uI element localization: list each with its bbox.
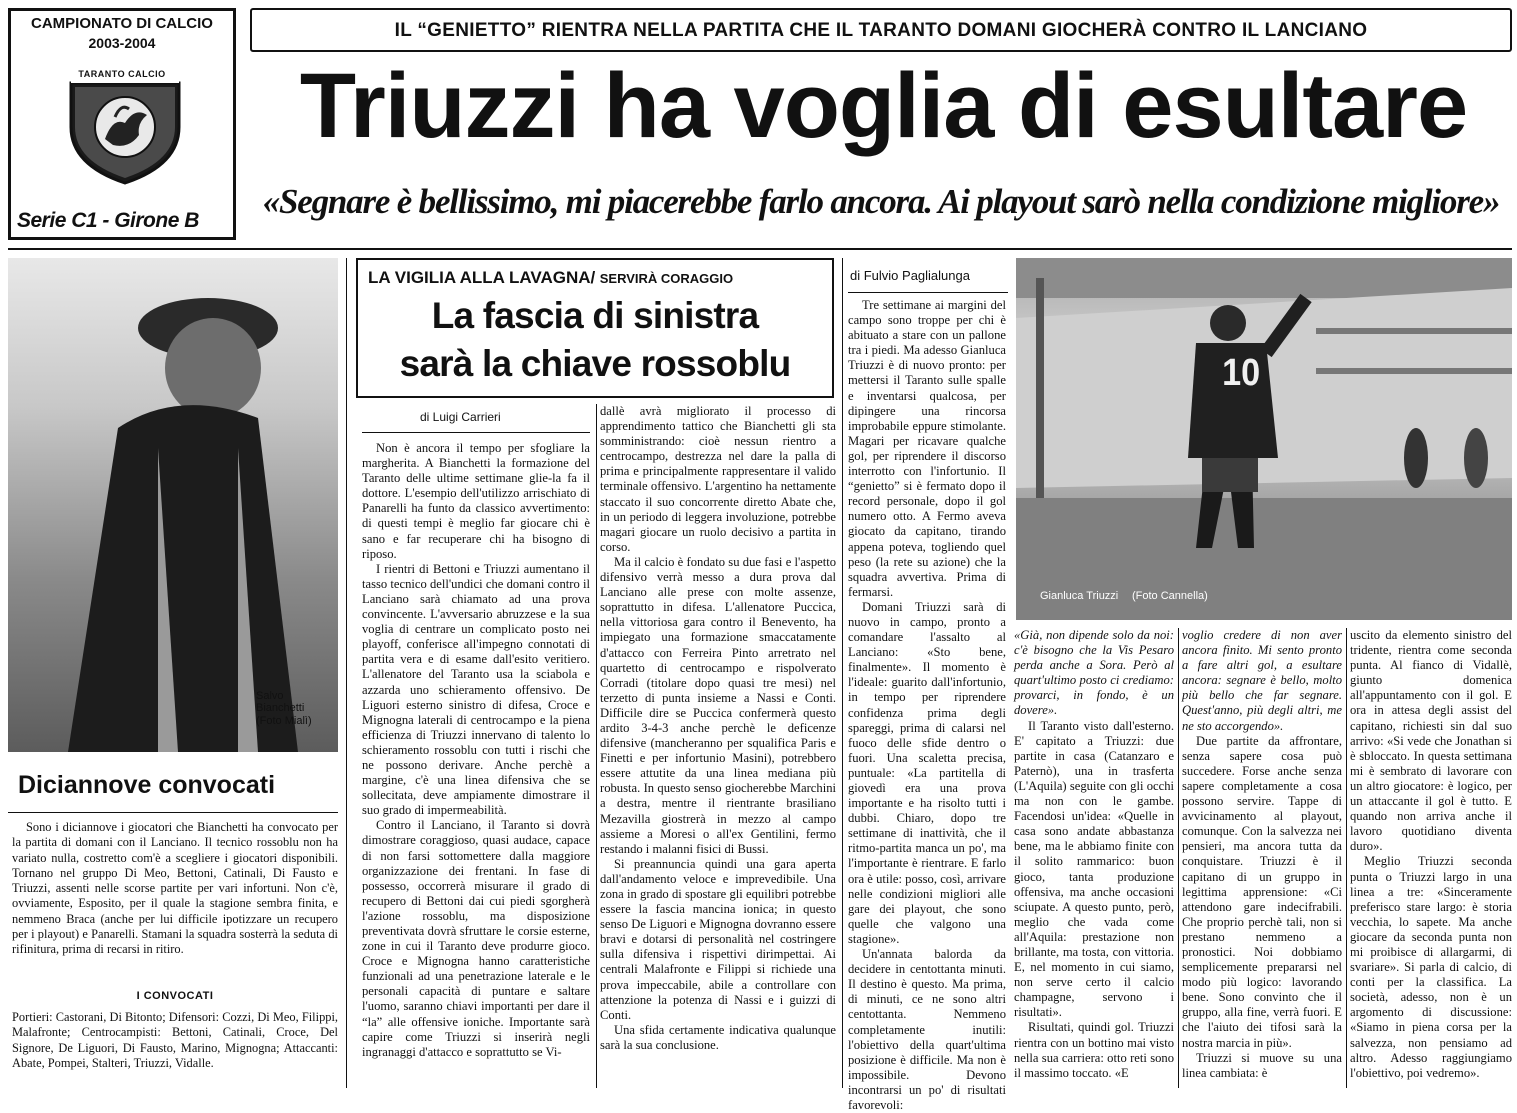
badge-footer: Serie C1 - Girone B xyxy=(17,209,199,232)
badge-line-1: CAMPIONATO DI CALCIO xyxy=(31,15,213,32)
article1-col2-paragraph: Ma il calcio è fondato su due fasi e l'aspetto difensivo verrà messo a dura prova dal Lanciano alle prese con molte assenze, soprattutto in difesa. L'allenatore Puccica, nella vittoriosa gara contro il Benevento, ha impiegato una formazione smaccatamente d'attacco con Ferreira Pinto arretrato nel quartetto di centrocampo e rispolverato Corradi (titolare dopo quasi tre mesi) nel terzetto di punta insieme a Nassi e Conti. Difficile dire se Puccica confermerà questo ardito 3-4-3 anche perchè le deficenze difensive (mancheranno per squalifica Paris e Finetti e per infortunio Masini), potrebbero essere attutite da una linea mediana più robusta. In questo senso giocherebbe Marchini a destra, mentre il rientrante brasiliano Mezavilla giostrerà in mezzo al campo assieme a Moresi o all'ex Gentilini, fermo restando i malanni fisici di Bussi. xyxy=(600,554,836,856)
article1-col1-paragraph: I rientri di Bettoni e Triuzzi aumentano il tasso tecnico dell'undici che domani contro il Lanciano sarà chiamato ad una prova convincente. L'avversario abruzzese e la sua voglia di centrare un complicato posto nei playoff, conferisce all'impegno connotati di partita vera e di esame dall'esito veritiero. L'allenatore del Taranto usa la sciabola e azzarda uno schieramento offensivo. De Liguori esterno sinistro di difesa, Croce e Mignogna laterali di centrocampo e la piena efficienza di Triuzzi innervano di talento lo schieramento rossoblu con tutti i rischi che ne possono derivare. Anche perchè a margine, c'è una linea difensiva che se sollecitata, deve ampiamente dimostrare il suo grado di impermeabilità. xyxy=(362,561,590,818)
headline: Triuzzi ha voglia di esultare xyxy=(299,55,1468,157)
article2-column-5 xyxy=(1182,628,1342,1090)
article2-col6-paragraph: uscito da elemento sinistro del tridente, rientra come seconda punta. Al fianco di Vidallè, giunto domenica all'appuntamento con il gol. E ora in attesa degli assist del capitano, richiesti sin dal suo arrivo: «Si vede che Jonathan si è sbloccato. In questa settimana mi è sembrato di lavorare con un altro giocatore: è logico, per un attaccante il gol è tutto. E quando non arriva anche il lavoro quotidiano diventa duro». xyxy=(1350,628,1512,854)
player-photo xyxy=(1016,258,1512,620)
crest-text: TARANTO CALCIO xyxy=(78,69,166,79)
article1-col2-paragraph: Si preannuncia quindi una gara aperta dall'andamento veloce e imprevedibile. Una zona in grado di spostare gli equilibri potrebbe essere la fascia mancina ionica; in questo senso De Liguori e Mignogna dovranno essere bravi e dotarsi di personalità nel costringere sulla difensiva i rispettivi dirimpettai. Ai centrali Malafronte e Filippi si richiede una prova impeccabile, abile a controllare con attenzione la potenza di Nassi e i guizzi di Conti. xyxy=(600,856,836,1022)
sidebar-title: Diciannove convocati xyxy=(18,771,276,799)
box-title-line-2: sarà la chiave rossoblu xyxy=(399,343,791,384)
box-title-line-1: La fascia di sinistra xyxy=(431,295,759,336)
article1-col1-paragraph: Contro il Lanciano, il Taranto si dovrà dimostrare coraggioso, quasi audace, capace di non farsi sottomettere dalla maggiore organizzazione dei frentani. In fase di possesso, occorrerà misurare il grado di recupero di Bettoni dai cui piedi sgorgherà l'azione rossoblu, ma disposizione preventivata dovrà sfruttare le corsie esterne, zone in cui il Taranto deve produrre gioco. Croce e Mignogna hanno caratteristiche funzionali ad una penetrazione laterale e le personali capacità di puntare e saltare l'uomo, saranno chiavi importanti per dare il “la” alle offensive ioniche. Importante sarà capire come Triuzzi si inserirà negli ingranaggi d'attacco e soprattutto se Vi- xyxy=(362,818,590,1059)
article2-col5-paragraph: Triuzzi si muove su una linea cambiata: è xyxy=(1182,1050,1342,1080)
box-kicker xyxy=(368,268,828,288)
badge-line-2: 2003-2004 xyxy=(88,35,156,51)
article1-column-1 xyxy=(362,441,590,1089)
article2-col3-paragraph: Tre settimane ai margini del campo sono troppe per chi è abituato a stare con un pallone tra i piedi. Ma adesso Gianluca Triuzzi è di nuovo pronto: per mettersi il Taranto sulle spalle e inventarsi qualcosa, per dipingere una rincorsa improbabile eppure stimolante. Magari per ricavare qualche gol, per riprendere il discorso interrotto con l'infortunio. Il “genietto” si è fermato dopo il record personale, dopo il gol numero otto. A Fermo aveva giocato da capitano, tirando appena poteva, togliendo quel peso (la rete su azione) che la squadra avvertiva. Prima di fermarsi. xyxy=(848,298,1006,599)
article2-col3-paragraph: Un'annata balorda da decidere in centottanta minuti. Il destino è questo. Ma prima, di minuti, ce ne sono altri centottanta. Nemmeno completamente inutili: l'obiettivo della quart'ultima posizione è difficile. Ma non è impossibile. Devono incontrarsi un po' di risultati favorevoli: xyxy=(848,947,1006,1112)
article2-col6-paragraph: Meglio Triuzzi seconda punta o Triuzzi largo in una linea a tre: «Sinceramente preferisco stare largo: è storia vecchia, lo sapete. Ma anche giocare da seconda punta non mi proibisce di allargarmi, di svariare». Si parla di calcio, di conti per la classifica. La società, adesso, non è un argomento di discussione: «Siamo in piena corsa per la salvezza, non pensiamo ad altro. Adesso raggiungiamo l'obiettivo, poi vedremo». xyxy=(1350,854,1512,1080)
coach-photo xyxy=(8,258,338,752)
box-kicker-sub: SERVIRÀ CORAGGIO xyxy=(599,271,734,286)
sidebar-body xyxy=(12,820,338,980)
player-caption-credit: (Foto Cannella) xyxy=(1132,590,1208,602)
article1-col2-paragraph: dallè avrà migliorato il processo di apprendimento tattico che Bianchetti gli sta somministrando: cioè nessun rientro a centrocampo, destrezza nel dare la palla di prima e principalmente rappresentare il valido terminale offensivo. L'argentino ha nettamente staccato il suo concorrente diretto Abate che, in un periodo di leggera involuzione, potrebbe magari giocare un ruolo decisivo a partita in corso. xyxy=(600,404,836,554)
shirt-number: 10 xyxy=(1222,352,1261,394)
article2-col4-paragraph: Il Taranto visto dall'esterno. E' capitato a Triuzzi: due partite in casa (Catanzaro e Paternò), una in trasferta (L'Aquila) seguite con gli occhi ma non con le gambe. Facendosi un'idea: «Quelle in casa sono andate abbastanza bene, ma le abbiamo finite con il solito rammarico: buon gioco, tanta produzione offensiva, ma anche occasioni sciupate. A questo punto, però, meglio che vada come all'Aquila: prestazione non brillante, ma tosta, con vittoria. E, nel momento in cui siamo, non serve certo il calcio champagne, servono i risultati». xyxy=(1014,718,1174,1020)
kicker-bar xyxy=(250,8,1512,52)
convocati-heading: I CONVOCATI xyxy=(136,990,214,1002)
article2-column-3 xyxy=(848,298,1006,1112)
article2-column-4 xyxy=(1014,628,1174,1090)
article1-column-2 xyxy=(600,404,836,1089)
byline-carrieri: di Luigi Carrieri xyxy=(420,410,501,424)
coach-silhouette-icon xyxy=(8,258,338,752)
article2-col3-paragraph: Domani Triuzzi sarà di nuovo in campo, pronto a comandare l'assalto al Lanciano: «Sto bene, finalmente». Il momento è l'ideale: guarito dall'infortunio, in tempo per riprendere confidenza prima degli spareggi, prima di calarsi nel fuoco delle sfide dentro o fuori. Una scaletta precisa, puntuale: «La partitella di giovedì era una prova importante e ha risolto tutti i dubbi. Chiaro, dopo tre settimane di inattività, che il ritmo-partita manca un po', ma l'importante è rientrare. E farlo ora è utile: posso, così, arrivare nelle condizioni migliori alle gare dei playout, che sono quelle che valgono una stagione». xyxy=(848,599,1006,946)
article2-col4-paragraph: Risultati, quindi gol. Triuzzi rientra con un bottino mai visto nella sua carriera: otto reti sono il massimo toccato. «E xyxy=(1014,1020,1174,1080)
article2-col4-paragraph: «Già, non dipende solo da noi: c'è bisogno che la Vis Pesaro perda anche a Sora. Però al quart'ultimo posto ci crediamo: provarci, in fondo, è un dovere». xyxy=(1014,628,1174,718)
box-kicker-main: LA VIGILIA ALLA LAVAGNA/ xyxy=(368,268,596,287)
byline-paglialunga: di Fulvio Paglialunga xyxy=(850,268,970,283)
lavagna-headline-box xyxy=(356,258,834,398)
article2-col5-paragraph: Due partite da affrontare, senza sapere cosa può succedere. Forse anche senza sapere completamente a cosa possono servire. Tappe di avvicinamento al playout, comunque. Con la salvezza nei pensieri, ma ancora tutta da conquistare. Triuzzi è il capitano di un gruppo in legittima apprensione: «Ci attendono gare indecifrabili. Che proprio perchè tali, non si prestano nemmeno a pronostici. Noi dobbiamo semplicemente prepararsi nel modo più logico: lavorando bene. Sono convinto che il gruppo, alla fine, verrà fuori. E che l'aiuto dei tifosi sarà la nostra marcia in più». xyxy=(1182,733,1342,1050)
coach-caption-name: Salvo Bianchetti xyxy=(256,690,305,714)
convocati-paragraph: Portieri: Castorani, Di Bitonto; Difensori: Cozzi, Di Meo, Filippi, Malafronte; Centrocampisti: Bettoni, Catinali, Croce, Del Signore, De Liguori, Di Fausto, Marino, Mignogna; Attaccanti: Abate, Pompei, Stalteri, Triuzzi, Vidalle. xyxy=(12,1010,338,1070)
article1-col1-paragraph: Non è ancora il tempo per sfogliare la margherita. A Bianchetti la formazione del Taranto delle ultime settimane glie-la fa il dottore. L'esempio dell'utilizzo arrischiato di Panarelli ha funto da classico avvertimento: di questi tempi è meglio far giocare chi è sano e far recuperare chi ha bisogno di riposo. xyxy=(362,441,590,561)
article2-column-6 xyxy=(1350,628,1512,1090)
stadium-background-icon xyxy=(1016,258,1512,620)
kicker-text: IL “GENIETTO” RIENTRA NELLA PARTITA CHE IL TARANTO DOMANI GIOCHERÀ CONTRO IL LANCIANO xyxy=(394,20,1368,41)
sidebar-paragraph: Sono i diciannove i giocatori che Bianchetti ha convocato per la partita di domani con il Lanciano. Il tecnico rossoblu non ha variato nulla, costretto com'è a scegliere i giocatori disponibili. Tornano nel gruppo Di Meo, Bettoni, Catinali, Di Fausto e Triuzzi, assenti nelle scorse partite per vari infortuni. Non c'è, ovviamente, Esposito, per il quale la stagione sembra finita, e nemmeno Braca (anche per lui difficile ipotizzare un recupero per i playout) e Panarelli. Stamani la squadra sosterrà la seduta di rifinitura, prima di recarsi in ritiro. xyxy=(12,820,338,957)
coach-caption-credit: (Foto Mialì) xyxy=(256,715,312,727)
convocati-list xyxy=(12,1010,338,1090)
article1-col2-paragraph: Una sfida certamente indicativa qualunque sarà la sua conclusione. xyxy=(600,1022,836,1052)
player-caption-name: Gianluca Triuzzi xyxy=(1040,590,1119,602)
article2-col5-paragraph: voglio credere di non aver ancora finito. Mi sento pronto a fare altri gol, a esultare ancora: segnare è bello, molto più bello che far segnare. Quest'anno, più degli altri, me ne sto accorgendo». xyxy=(1182,628,1342,733)
deck: «Segnare è bellissimo, mi piacerebbe farlo ancora. Ai playout sarò nella condizione migliore» xyxy=(262,182,1500,221)
